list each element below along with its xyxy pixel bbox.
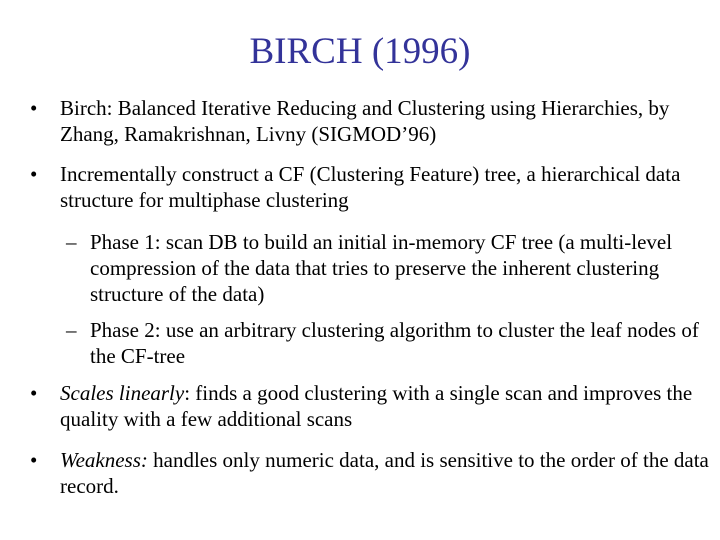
slide-title: BIRCH (1996) (249, 31, 471, 72)
sub-bullet-phase-1 (66, 229, 710, 307)
bullet-text: handles only numeric data, and is sensitive to the order of the data record. (60, 448, 709, 498)
bullet-emphasis: Scales linearly (60, 381, 185, 405)
bullet-marker: – (66, 318, 77, 342)
bullet-text: Phase 2: use an arbitrary clustering algorithm to cluster the leaf nodes of the CF-tree (90, 318, 699, 368)
bullet-marker: • (30, 96, 38, 120)
bullet-cf-tree (30, 161, 710, 213)
bullet-marker: – (66, 230, 77, 254)
bullet-text: Incrementally construct a CF (Clustering Feature) tree, a hierarchical data structure for multiphase clustering (60, 162, 681, 212)
bullet-text: Phase 1: scan DB to build an initial in-memory CF tree (a multi-level compression of the data that tries to preserve the inherent clustering structure of the data) (90, 230, 673, 306)
bullet-text: Birch: Balanced Iterative Reducing and Clustering using Hierarchies, by Zhang, Ramakrishnan, Livny (SIGMOD’96) (60, 96, 670, 146)
bullet-marker: • (30, 381, 38, 405)
bullet-scales-linearly (30, 380, 710, 432)
sub-bullet-phase-2 (66, 317, 710, 369)
bullet-emphasis: Weakness: (60, 448, 148, 472)
bullet-text: : finds a good clustering with a single scan and improves the quality with a few additional scans (60, 381, 693, 431)
bullet-weakness (30, 447, 710, 499)
bullet-marker: • (30, 448, 38, 472)
bullet-birch-definition (30, 95, 710, 147)
bullet-marker: • (30, 162, 38, 186)
